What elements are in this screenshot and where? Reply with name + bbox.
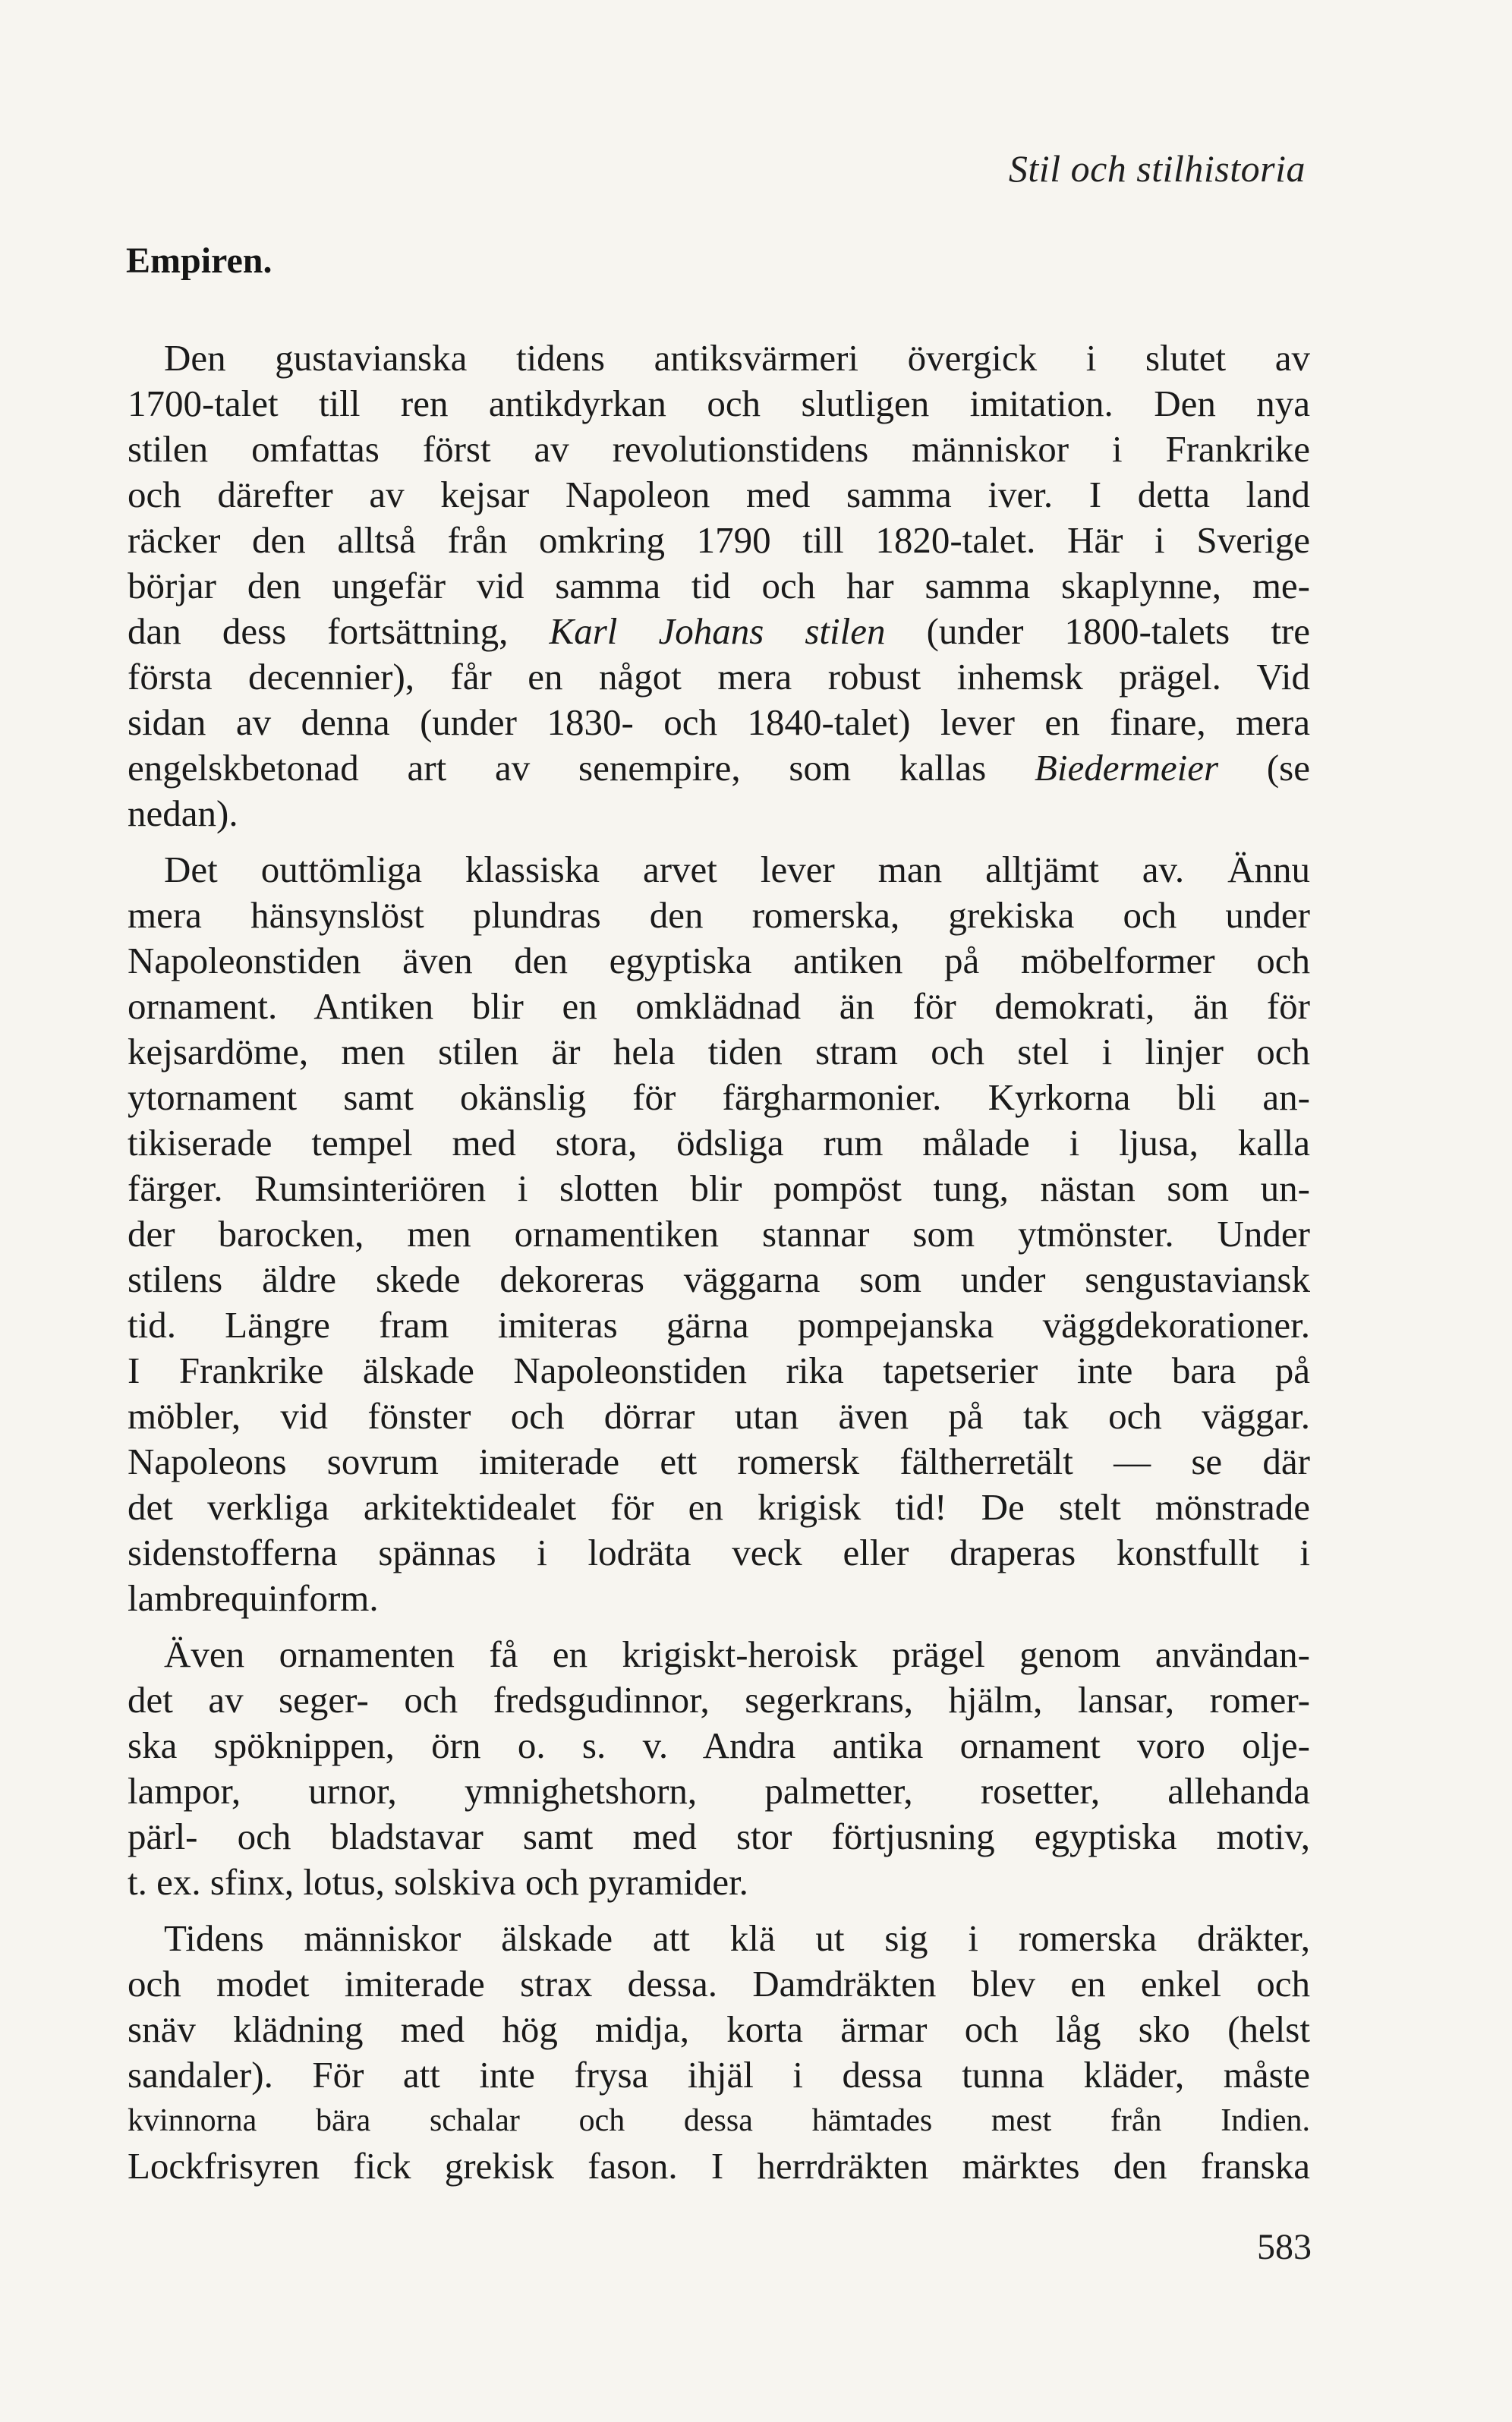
text-line: Tidens människor älskade att klä ut sig i romerska dräkter, <box>164 1917 1310 1959</box>
running-head: Stil och stilhistoria <box>1008 147 1306 190</box>
text-line: I Frankrike älskade Napoleonstiden rika tapetserier inte bara på <box>128 1350 1310 1391</box>
text-line: ytornament samt okänslig för färgharmonier. Kyrkorna bli an- <box>128 1076 1310 1118</box>
text-line: stilen omfattas först av revolutionstidens människor i Frankrike <box>128 428 1310 470</box>
text-line: nedan). <box>128 792 238 834</box>
text-run: engelskbetonad art av senempire, som kallas <box>128 747 1035 789</box>
text-run: dan dess fortsättning, <box>128 610 550 652</box>
text-line <box>128 745 1310 791</box>
text-line: sidenstofferna spännas i lodräta veck eller draperas konstfullt i <box>128 1532 1310 1573</box>
text-line: kvinnorna bära schalar och dessa hämtades mest från Indien. <box>128 2103 1310 2138</box>
text-line <box>128 609 1310 654</box>
paragraph-gap <box>128 836 1310 847</box>
text-line: sandaler). För att inte frysa ihjäl i dessa tunna kläder, måste <box>128 2054 1310 2096</box>
text-line: börjar den ungefär vid samma tid och har samma skaplynne, me- <box>128 565 1310 606</box>
text-line: och modet imiterade strax dessa. Damdräkten blev en enkel och <box>128 1963 1310 2005</box>
paragraph-gap <box>128 1621 1310 1632</box>
text-line: det av seger- och fredsgudinnor, segerkrans, hjälm, lansar, romer- <box>128 1679 1310 1721</box>
paragraph <box>128 847 1310 1621</box>
text-line: Lockfrisyren fick grekisk fason. I herrdräkten märktes den franska <box>128 2145 1310 2187</box>
text-run: (under 1800-talets tre <box>885 610 1310 652</box>
text-line: tikiserade tempel med stora, ödsliga rum målade i ljusa, kalla <box>128 1122 1310 1164</box>
text-line: lampor, urnor, ymnighetshorn, palmetter, rosetter, allehanda <box>128 1770 1310 1812</box>
text-line: t. ex. sfinx, lotus, solskiva och pyramider. <box>128 1861 748 1903</box>
text-line: och därefter av kejsar Napoleon med samma iver. I detta land <box>128 474 1310 515</box>
text-line: snäv klädning med hög midja, korta ärmar och låg sko (helst <box>128 2008 1310 2050</box>
paragraph <box>128 335 1310 836</box>
paragraph <box>128 1916 1310 2189</box>
text-line: Napoleonstiden även den egyptiska antiken på möbelformer och <box>128 940 1310 981</box>
text-line: kejsardöme, men stilen är hela tiden stram och stel i linjer och <box>128 1031 1310 1072</box>
paragraph <box>128 1632 1310 1905</box>
text-line: pärl- och bladstavar samt med stor förtjusning egyptiska motiv, <box>128 1816 1310 1857</box>
text-line: Det outtömliga klassiska arvet lever man alltjämt av. Ännu <box>164 849 1310 890</box>
text-line: stilens äldre skede dekoreras väggarna som under sengustaviansk <box>128 1258 1310 1300</box>
section-heading: Empiren. <box>126 241 272 281</box>
text-run: (se <box>1218 747 1310 789</box>
italic-term: Biedermeier <box>1034 747 1219 789</box>
text-line: möbler, vid fönster och dörrar utan även på tak och väggar. <box>128 1395 1310 1437</box>
body-text <box>128 335 1310 2189</box>
text-line: tid. Längre fram imiteras gärna pompejanska väggdekorationer. <box>128 1304 1310 1346</box>
text-line: räcker den alltså från omkring 1790 till 1820-talet. Här i Sverige <box>128 519 1310 561</box>
text-line: färger. Rumsinteriören i slotten blir pompöst tung, nästan som un- <box>128 1167 1310 1209</box>
text-line: det verkliga arkitektidealet för en krigisk tid! De stelt mönstrade <box>128 1486 1310 1528</box>
text-line: 1700-talet till ren antikdyrkan och slutligen imitation. Den nya <box>128 383 1310 424</box>
text-line: der barocken, men ornamentiken stannar som ytmönster. Under <box>128 1213 1310 1255</box>
text-line: lambrequinform. <box>128 1577 379 1619</box>
text-line: ornament. Antiken blir en omklädnad än för demokrati, än för <box>128 985 1310 1027</box>
text-line: mera hänsynslöst plundras den romerska, grekiska och under <box>128 894 1310 936</box>
text-line: första decennier), får en något mera robust inhemsk prägel. Vid <box>128 656 1310 698</box>
text-line: sidan av denna (under 1830- och 1840-talet) lever en finare, mera <box>128 701 1310 743</box>
text-line: Napoleons sovrum imiterade ett romersk fältherretält — se där <box>128 1441 1310 1482</box>
text-line: ska spöknippen, örn o. s. v. Andra antika ornament voro olje- <box>128 1724 1310 1766</box>
italic-term: Karl Johans stilen <box>549 610 886 652</box>
text-line: Den gustavianska tidens antiksvärmeri övergick i slutet av <box>164 337 1310 379</box>
text-line: Även ornamenten få en krigiskt-heroisk prägel genom användan- <box>164 1633 1310 1675</box>
paragraph-gap <box>128 1905 1310 1916</box>
page-number: 583 <box>1257 2227 1312 2267</box>
